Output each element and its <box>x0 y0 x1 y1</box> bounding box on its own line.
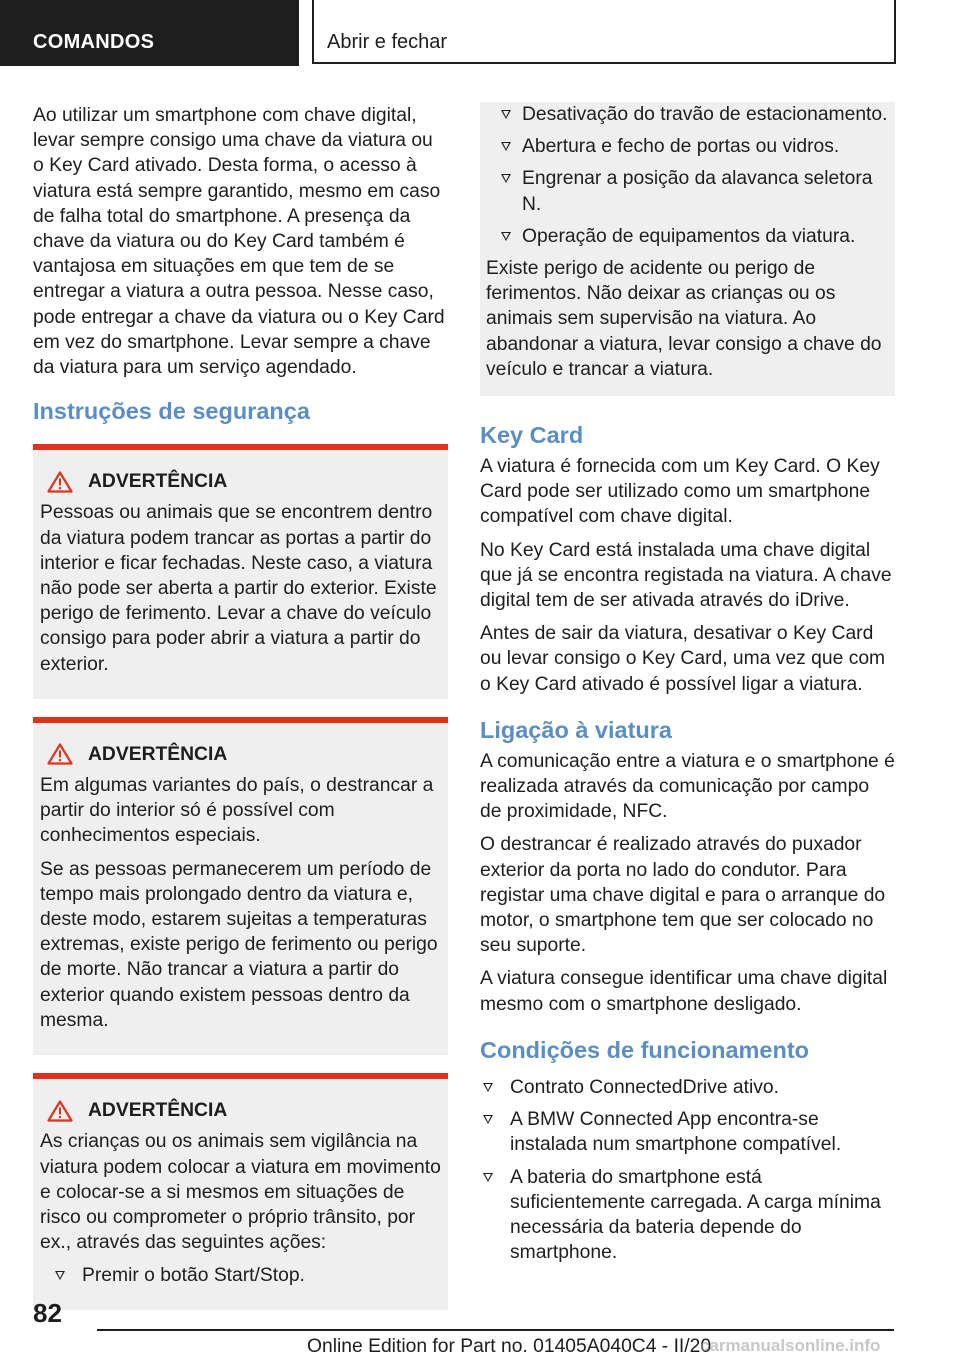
warning-text: Pessoas ou animais que se encontrem dentro da viatura podem trancar as portas a partir do interior e ficar fechadas. Neste caso, a viatura não pode ser aberta a partir do exterior. Existe perigo de ferimento. Levar a chave do veículo consigo para poder abrir a viatura a partir do exterior. <box>40 502 437 675</box>
chapter-title: Abrir e fechar <box>312 0 896 64</box>
warning-box-3 <box>33 1073 448 1309</box>
list-item: Contrato ConnectedDrive ativo. <box>480 1075 895 1100</box>
safety-heading: Instruções de segurança <box>33 398 310 425</box>
bullet-triangle-icon <box>55 1271 65 1280</box>
warning-box-1 <box>33 444 448 699</box>
connection-heading: Ligação à viatura <box>480 716 672 743</box>
warning-triangle-icon <box>47 1100 73 1122</box>
intro-paragraph: Ao utilizar um smartphone com chave digital, levar sempre consigo uma chave da viatura ou o Key Card ativado. Desta forma, o acesso à viatura está sempre garantido, mesmo em caso de falha total do smartphone. A presença da chave da viatura ou do Key Card também é vantajosa em situações em que tem de se entregar a viatura a outra pessoa. Nesse caso, pode entregar a chave da viatura ou o Key Card em vez do smartphone. Levar sempre a chave da viatura para um serviço agendado. <box>33 105 445 379</box>
list-item: A BMW Connected App encontra-se instalada num smartphone compatível. <box>480 1107 895 1157</box>
right-column <box>480 103 895 1272</box>
keycard-paragraph: No Key Card está instalada uma chave digital que já se encontra registada na viatura. A chave digital tem de ser ativada através do iDrive. <box>480 539 892 612</box>
bullet-triangle-icon <box>483 1115 493 1124</box>
bullet-triangle-icon <box>501 232 511 241</box>
footer-divider <box>97 1329 894 1331</box>
warning-box-2 <box>33 717 448 1055</box>
warning-text: Em algumas variantes do país, o destrancar a partir do interior só é possível com conhecimentos especiais. <box>40 775 434 847</box>
warning-bullet-list <box>486 102 889 249</box>
warning-text: As crianças ou os animais sem vigilância na viatura podem colocar a viatura em movimento e colocar-se a si mesmos em situações de risco ou comprometer o próprio trânsito, por ex., através das seguintes ações: <box>40 1131 441 1254</box>
warning-header <box>40 1098 441 1123</box>
keycard-paragraph: A viatura é fornecida com um Key Card. O Key Card pode ser utilizado como um smartphone compatível com chave digital. <box>480 456 880 528</box>
conditions-list <box>480 1075 895 1265</box>
list-item: Desativação do travão de estacionamento. <box>486 102 889 127</box>
conditions-heading: Condições de funcionamento <box>480 1036 810 1063</box>
edition-line: Online Edition for Part no. 01405A040C4 - II/20 <box>307 1336 712 1357</box>
bullet-triangle-icon <box>501 142 511 151</box>
bullet-triangle-icon <box>483 1173 493 1182</box>
connection-paragraph: A comunicação entre a viatura e o smartphone é realizada através da comunicação por campo de proximidade, NFC. <box>480 750 895 823</box>
list-item: Premir o botão Start/Stop. <box>40 1263 441 1288</box>
left-column <box>33 103 448 1310</box>
warning-box-3-continued <box>480 102 895 396</box>
warning-text: Existe perigo de acidente ou perigo de ferimentos. Não deixar as crianças ou os animais sem supervisão na viatura. Ao abandonar a viatura, levar consigo a chave do veículo e trancar a viatura. <box>486 258 882 380</box>
warning-header <box>40 742 441 767</box>
warning-title: ADVERTÊNCIA <box>88 1100 228 1122</box>
bullet-triangle-icon <box>483 1083 493 1092</box>
warning-title: ADVERTÊNCIA <box>88 743 228 765</box>
watermark: carmanualsonline.info <box>700 1336 881 1355</box>
warning-text: Se as pessoas permanecerem um período de tempo mais prolongado dentro da viatura e, deste modo, estarem sujeitas a temperaturas extremas, existe perigo de ferimento ou perigo de morte. Não trancar a viatura a partir do exterior quando existem pessoas dentro da mesma. <box>40 858 438 1031</box>
bullet-triangle-icon <box>501 110 511 119</box>
warning-header <box>40 469 441 494</box>
section-label: COMANDOS <box>0 0 299 66</box>
warning-title: ADVERTÊNCIA <box>88 471 228 493</box>
list-item: A bateria do smartphone está suficientemente carregada. A carga mínima necessária da bateria depende do smartphone. <box>480 1165 895 1266</box>
keycard-heading: Key Card <box>480 422 584 449</box>
list-item: Engrenar a posição da alavanca seletora N. <box>486 166 889 216</box>
warning-bullet-list <box>40 1263 441 1288</box>
connection-paragraph: A viatura consegue identificar uma chave digital mesmo com o smartphone desligado. <box>480 968 888 1015</box>
connection-paragraph: O destrancar é realizado através do puxador exterior da porta no lado do condutor. Para registar uma chave digital e para o arranque do motor, o smartphone tem que ser colocado no seu suporte. <box>480 834 886 957</box>
bullet-triangle-icon <box>501 174 511 183</box>
page-number: 82 <box>33 1298 62 1328</box>
keycard-paragraph: Antes de sair da viatura, desativar o Key Card ou levar consigo o Key Card, uma vez que com o Key Card ativado é possível ligar a viatura. <box>480 623 886 695</box>
warning-triangle-icon <box>47 471 73 493</box>
list-item: Operação de equipamentos da viatura. <box>486 224 889 249</box>
warning-triangle-icon <box>47 743 73 765</box>
list-item: Abertura e fecho de portas ou vidros. <box>486 134 889 159</box>
page-header <box>0 0 960 66</box>
